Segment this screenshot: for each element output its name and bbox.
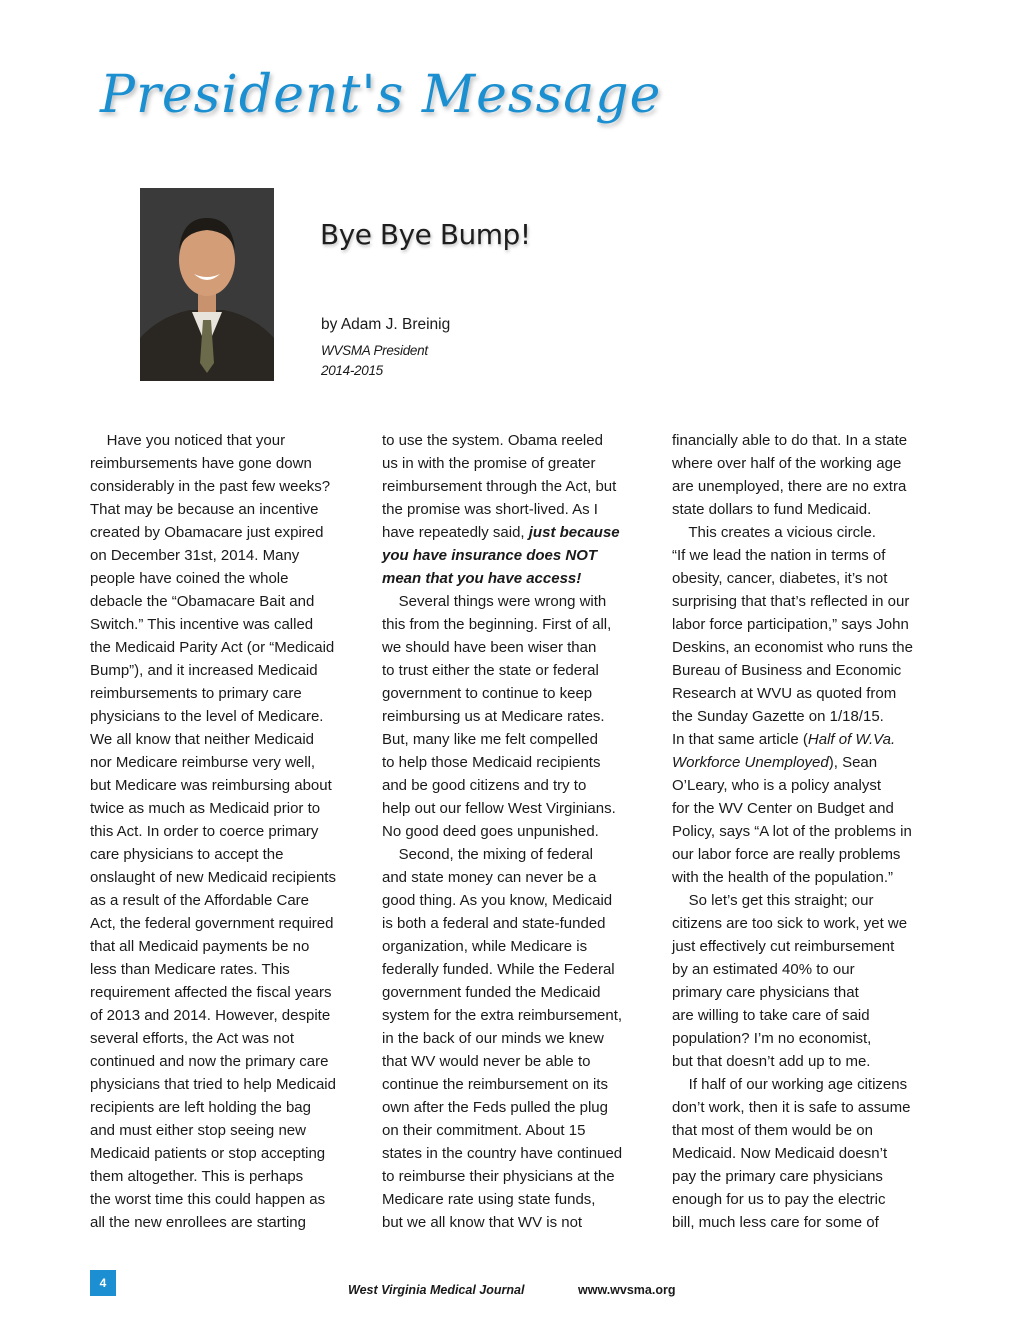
text-line: and state money can never be a (382, 869, 597, 886)
text-line: No good deed goes unpunished. (382, 823, 599, 840)
text-line: of 2013 and 2014. However, despite (90, 1007, 331, 1024)
column-1 (90, 429, 360, 1234)
text-line: all the new enrollees are starting (90, 1214, 306, 1231)
text-line: to help those Medicaid recipients (382, 754, 601, 771)
text-line (672, 728, 934, 751)
text-line: less than Medicare rates. This (90, 961, 290, 978)
text-line: organization, while Medicare is (382, 938, 588, 955)
author-role: WVSMA President (321, 343, 428, 358)
text-line: but we all know that WV is not (382, 1214, 583, 1231)
footer-url: www.wvsma.org (578, 1283, 676, 1297)
text-line: care physicians to accept the (90, 846, 284, 863)
text-line: system for the extra reimbursement, (382, 1007, 623, 1024)
text-line: the Medicaid Parity Act (or “Medicaid (90, 639, 335, 656)
text-line: created by Obamacare just expired (90, 524, 324, 541)
text-line: If half of our working age citizens (672, 1076, 908, 1093)
text-line: and must either stop seeing new (90, 1122, 306, 1139)
text-line: obesity, cancer, diabetes, it’s not (672, 570, 888, 587)
article-title: Bye Bye Bump! (320, 218, 531, 251)
text-line: Medicaid. Now Medicaid doesn’t (672, 1145, 888, 1162)
text-line: population? I’m no economist, (672, 1030, 872, 1047)
text-line: federally funded. While the Federal (382, 961, 615, 978)
text-line: physicians that tried to help Medicaid (90, 1076, 336, 1093)
text-line: Medicaid patients or stop accepting (90, 1145, 326, 1162)
text-line: good thing. As you know, Medicaid (382, 892, 613, 909)
text-line (672, 751, 934, 774)
text-line: to trust either the state or federal (382, 662, 599, 679)
text-line (382, 521, 652, 544)
text-line: physicians to the level of Medicare. (90, 708, 324, 725)
author-term: 2014-2015 (321, 363, 383, 378)
text-line: that most of them would be on (672, 1122, 873, 1139)
text-line: O’Leary, who is a policy analyst (672, 777, 881, 794)
text-line: onslaught of new Medicaid recipients (90, 869, 336, 886)
article-reference: Half of W.Va. (807, 731, 896, 748)
text-line: state dollars to fund Medicaid. (672, 501, 872, 518)
text-line: this from the beginning. First of all, (382, 616, 612, 633)
text-segment: In that same article ( (672, 731, 808, 748)
text-line: debacle the “Obamacare Bait and (90, 593, 315, 610)
text-line: this Act. In order to coerce primary (90, 823, 319, 840)
column-3 (672, 429, 934, 1234)
page-number: 4 (90, 1270, 116, 1296)
text-line: is both a federal and state-funded (382, 915, 606, 932)
text-line: Policy, says “A lot of the problems in (672, 823, 912, 840)
text-line: you have insurance does NOT (382, 547, 598, 564)
text-line: surprising that that’s reflected in our (672, 593, 910, 610)
text-line: continue the reimbursement on its (382, 1076, 608, 1093)
text-line: by an estimated 40% to our (672, 961, 855, 978)
text-line: bill, much less care for some of (672, 1214, 879, 1231)
text-line: Several things were wrong with (382, 593, 607, 610)
text-line: us in with the promise of greater (382, 455, 596, 472)
text-line: government funded the Medicaid (382, 984, 601, 1001)
text-line: but that doesn’t add up to me. (672, 1053, 871, 1070)
text-line: help out our fellow West Virginians. (382, 800, 616, 817)
text-line: financially able to do that. In a state (672, 432, 908, 449)
text-line: Medicare rate using state funds, (382, 1191, 596, 1208)
text-line: but Medicare was reimbursing about (90, 777, 332, 794)
text-line: twice as much as Medicaid prior to (90, 800, 321, 817)
text-line: don’t work, then it is safe to assume (672, 1099, 911, 1116)
text-line: reimbursing us at Medicare rates. (382, 708, 605, 725)
text-line: people have coined the whole (90, 570, 289, 587)
text-line: requirement affected the fiscal years (90, 984, 332, 1001)
text-line: just effectively cut reimbursement (672, 938, 895, 955)
text-line: own after the Feds pulled the plug (382, 1099, 608, 1116)
text-line: our labor force are really problems (672, 846, 901, 863)
text-line: as a result of the Affordable Care (90, 892, 310, 909)
masthead-title (96, 46, 662, 142)
text-line: to reimburse their physicians at the (382, 1168, 615, 1185)
text-line: Deskins, an economist who runs the (672, 639, 913, 656)
text-line: states in the country have continued (382, 1145, 623, 1162)
text-line: Act, the federal government required (90, 915, 334, 932)
text-line: enough for us to pay the electric (672, 1191, 886, 1208)
text-line: Bump”), and it increased Medicaid (90, 662, 318, 679)
text-line: in the back of our minds we knew (382, 1030, 604, 1047)
text-line: the promise was short-lived. As I (382, 501, 598, 518)
text-line: Have you noticed that your (90, 432, 286, 449)
text-line: pay the primary care physicians (672, 1168, 883, 1185)
text-line: to use the system. Obama reeled (382, 432, 603, 449)
text-line: that WV would never be able to (382, 1053, 591, 1070)
text-line: considerably in the past few weeks? (90, 478, 331, 495)
text-line: are unemployed, there are no extra (672, 478, 907, 495)
text-line: where over half of the working age (672, 455, 902, 472)
footer-journal-name: West Virginia Medical Journal (348, 1283, 525, 1297)
text-line: This creates a vicious circle. (672, 524, 876, 541)
text-line: Switch.” This incentive was called (90, 616, 314, 633)
text-line: with the health of the population.” (672, 869, 893, 886)
text-line: for the WV Center on Budget and (672, 800, 894, 817)
masthead-text: President's Message (100, 65, 662, 125)
author-photo (140, 188, 274, 381)
text-line: So let’s get this straight; our (672, 892, 874, 909)
text-line: nor Medicare reimburse very well, (90, 754, 316, 771)
text-segment: have repeatedly said, (382, 524, 529, 541)
text-line: on their commitment. About 15 (382, 1122, 586, 1139)
text-line: Second, the mixing of federal (382, 846, 593, 863)
text-line: several efforts, the Act was not (90, 1030, 294, 1047)
byline: by Adam J. Breinig (321, 316, 451, 333)
text-line: the Sunday Gazette on 1/18/15. (672, 708, 884, 725)
text-line: reimbursement through the Act, but (382, 478, 617, 495)
text-line: them altogether. This is perhaps (90, 1168, 304, 1185)
text-line: Research at WVU as quoted from (672, 685, 897, 702)
text-line: But, many like me felt compelled (382, 731, 598, 748)
text-line: on December 31st, 2014. Many (90, 547, 300, 564)
text-line: reimbursements have gone down (90, 455, 312, 472)
text-line: labor force participation,” says John (672, 616, 909, 633)
text-line: That may be because an incentive (90, 501, 319, 518)
text-line: citizens are too sick to work, yet we (672, 915, 908, 932)
text-line: “If we lead the nation in terms of (672, 547, 886, 564)
article-reference: Workforce Unemployed (672, 754, 829, 771)
text-line: mean that you have access! (382, 570, 582, 587)
text-line: we should have been wiser than (382, 639, 597, 656)
text-line: continued and now the primary care (90, 1053, 329, 1070)
text-line: recipients are left holding the bag (90, 1099, 311, 1116)
text-line: that all Medicaid payments be no (90, 938, 310, 955)
text-line: government to continue to keep (382, 685, 593, 702)
emphasis-text: just because (528, 524, 620, 541)
text-line: Bureau of Business and Economic (672, 662, 902, 679)
text-line: primary care physicians that (672, 984, 859, 1001)
text-line: and be good citizens and try to (382, 777, 587, 794)
text-line: the worst time this could happen as (90, 1191, 326, 1208)
text-line: We all know that neither Medicaid (90, 731, 315, 748)
text-segment: ), Sean (828, 754, 878, 771)
text-line: are willing to take care of said (672, 1007, 870, 1024)
column-2 (382, 429, 652, 1234)
text-line: reimbursements to primary care (90, 685, 302, 702)
